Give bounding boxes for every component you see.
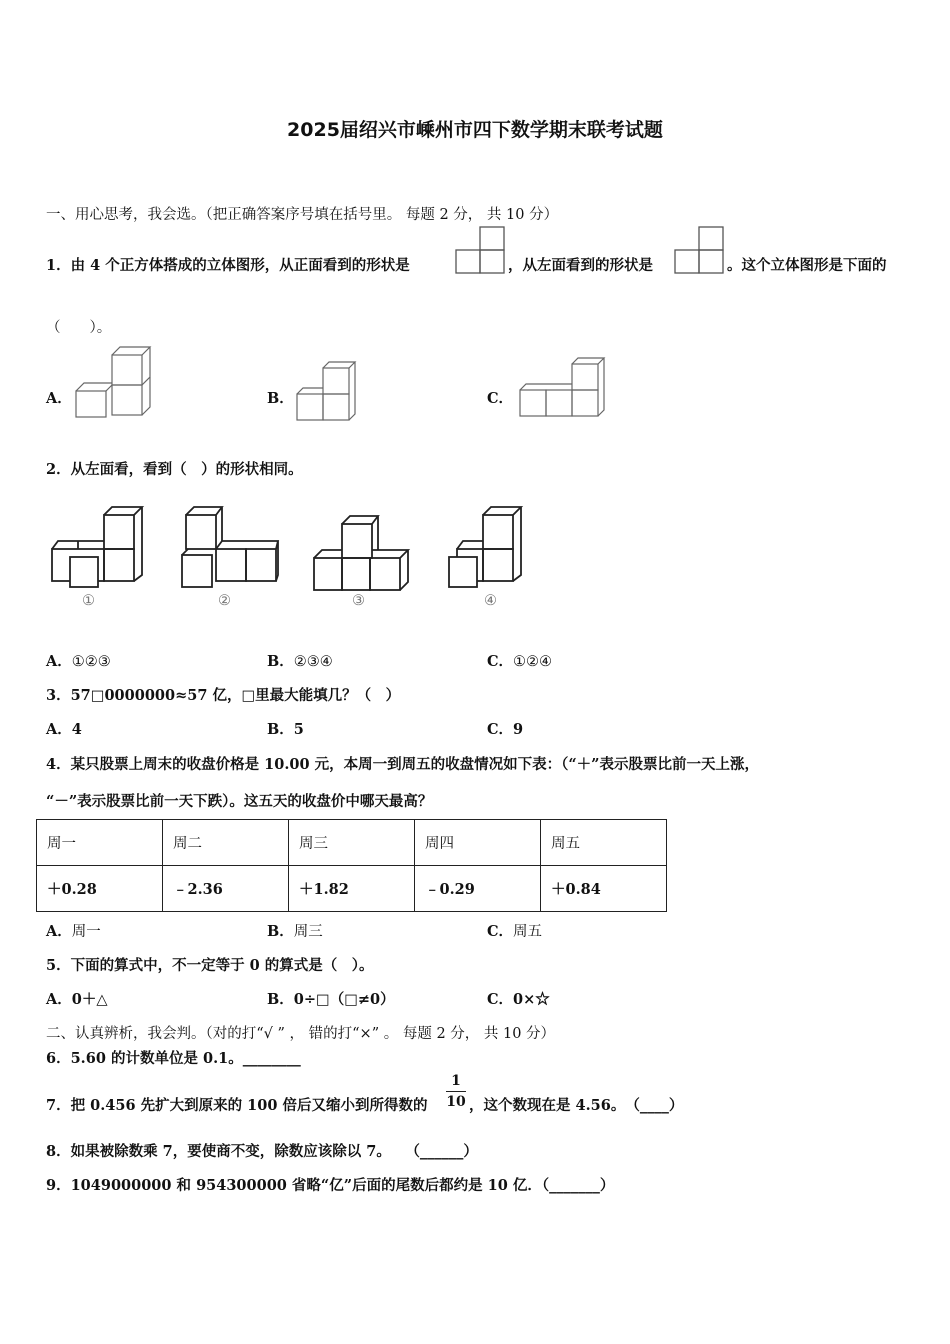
table-cell: ＋0.28 xyxy=(37,866,163,912)
table-row xyxy=(37,866,667,912)
table-header-cell: 周三 xyxy=(289,820,415,866)
q2-text: 2．从左面看，看到（ ）的形状相同。 xyxy=(46,461,303,478)
q1-text-part1: 1．由 4 个正方体搭成的立体图形，从正面看到的形状是 xyxy=(46,257,410,274)
q1-option-a-figure xyxy=(74,347,152,419)
q4-option-c: C．周五 xyxy=(487,923,543,940)
q1-option-b-label: B． xyxy=(267,390,294,407)
q1-option-b-figure xyxy=(295,360,361,424)
table-cell: ＋1.82 xyxy=(289,866,415,912)
q7-text-part2: ，这个数现在是 4.56。 （____） xyxy=(469,1097,684,1114)
q6-text: 6．5.60 的计数单位是 0.1。________ xyxy=(46,1050,301,1067)
q2-label-4: ④ xyxy=(484,593,497,609)
fraction-numerator: 1 xyxy=(451,1073,461,1089)
q2-label-1: ① xyxy=(82,593,95,609)
table-header-cell: 周二 xyxy=(163,820,289,866)
q4-option-b: B．周三 xyxy=(267,923,323,940)
q8-text: 8．如果被除数乘 7，要使商不变，除数应该除以 7。 （______） xyxy=(46,1143,478,1160)
q4-text-line2: “－”表示股票比前一天下跌）。这五天的收盘价中哪天最高？ xyxy=(46,793,433,810)
q5-option-a: A．0＋△ xyxy=(46,991,108,1008)
table-header-cell: 周一 xyxy=(37,820,163,866)
stock-table xyxy=(36,819,667,912)
q2-figure-2 xyxy=(180,505,280,590)
q2-option-c: C．①②④ xyxy=(487,653,553,670)
table-header-cell: 周五 xyxy=(541,820,667,866)
q2-figure-3 xyxy=(312,516,412,592)
q3-option-b: B．5 xyxy=(267,721,304,738)
q1-option-c-figure xyxy=(518,356,610,422)
q4-option-a: A．周一 xyxy=(46,923,101,940)
q2-option-a: A．①②③ xyxy=(46,653,111,670)
fraction-bar xyxy=(446,1091,466,1092)
fraction-denominator: 10 xyxy=(446,1094,466,1110)
q3-option-c: C．9 xyxy=(487,721,524,738)
q2-option-b: B．②③④ xyxy=(267,653,333,670)
q5-text: 5．下面的算式中，不一定等于 0 的算式是（ ）。 xyxy=(46,957,374,974)
fraction-one-tenth xyxy=(446,1073,466,1110)
table-cell: ﹣0.29 xyxy=(415,866,541,912)
q2-figure-1 xyxy=(50,505,145,590)
q3-option-a: A．4 xyxy=(46,721,82,738)
q5-option-b: B．0÷□（□≠0） xyxy=(267,991,395,1008)
q1-text-part2: ，从左面看到的形状是 xyxy=(508,257,653,274)
q9-text: 9．1049000000 和 954300000 省略“亿”后面的尾数后都约是 10 亿．（_______） xyxy=(46,1177,615,1194)
q1-option-c-label: C． xyxy=(487,390,514,407)
page-title: 2025届绍兴市嵊州市四下数学期末联考试题 xyxy=(287,119,663,141)
section-2-heading: 二、认真辨析，我会判。（对的打“√ ” ， 错的打“×” 。 每题 2 分， 共 10 分） xyxy=(46,1026,556,1042)
table-header-row xyxy=(37,820,667,866)
table-cell: ﹣2.36 xyxy=(163,866,289,912)
q2-label-2: ② xyxy=(218,593,231,609)
table-cell: ＋0.84 xyxy=(541,866,667,912)
section-1-heading: 一、用心思考，我会选。（把正确答案序号填在括号里。 每题 2 分， 共 10 分） xyxy=(46,207,559,223)
q3-text: 3．57□0000000≈57 亿，□里最大能填几？（ ） xyxy=(46,687,401,704)
q1-answer-blank: （ ）。 xyxy=(46,320,112,336)
q1-text-part3: 。这个立体图形是下面的 xyxy=(727,257,887,274)
q4-text-line1: 4．某只股票上周末的收盘价格是 10.00 元，本周一到周五的收盘情况如下表：（“＋”表示股票比前一天上涨， xyxy=(46,756,760,773)
q7-text-part1: 7．把 0.456 先扩大到原来的 100 倍后又缩小到所得数的 xyxy=(46,1097,428,1114)
front-view-figure xyxy=(456,226,506,274)
q5-option-c: C．0×☆ xyxy=(487,991,550,1008)
q2-figure-4 xyxy=(447,505,527,590)
q2-label-3: ③ xyxy=(352,593,365,609)
table-header-cell: 周四 xyxy=(415,820,541,866)
q1-option-a-label: A． xyxy=(46,390,72,407)
left-view-figure xyxy=(675,226,725,274)
